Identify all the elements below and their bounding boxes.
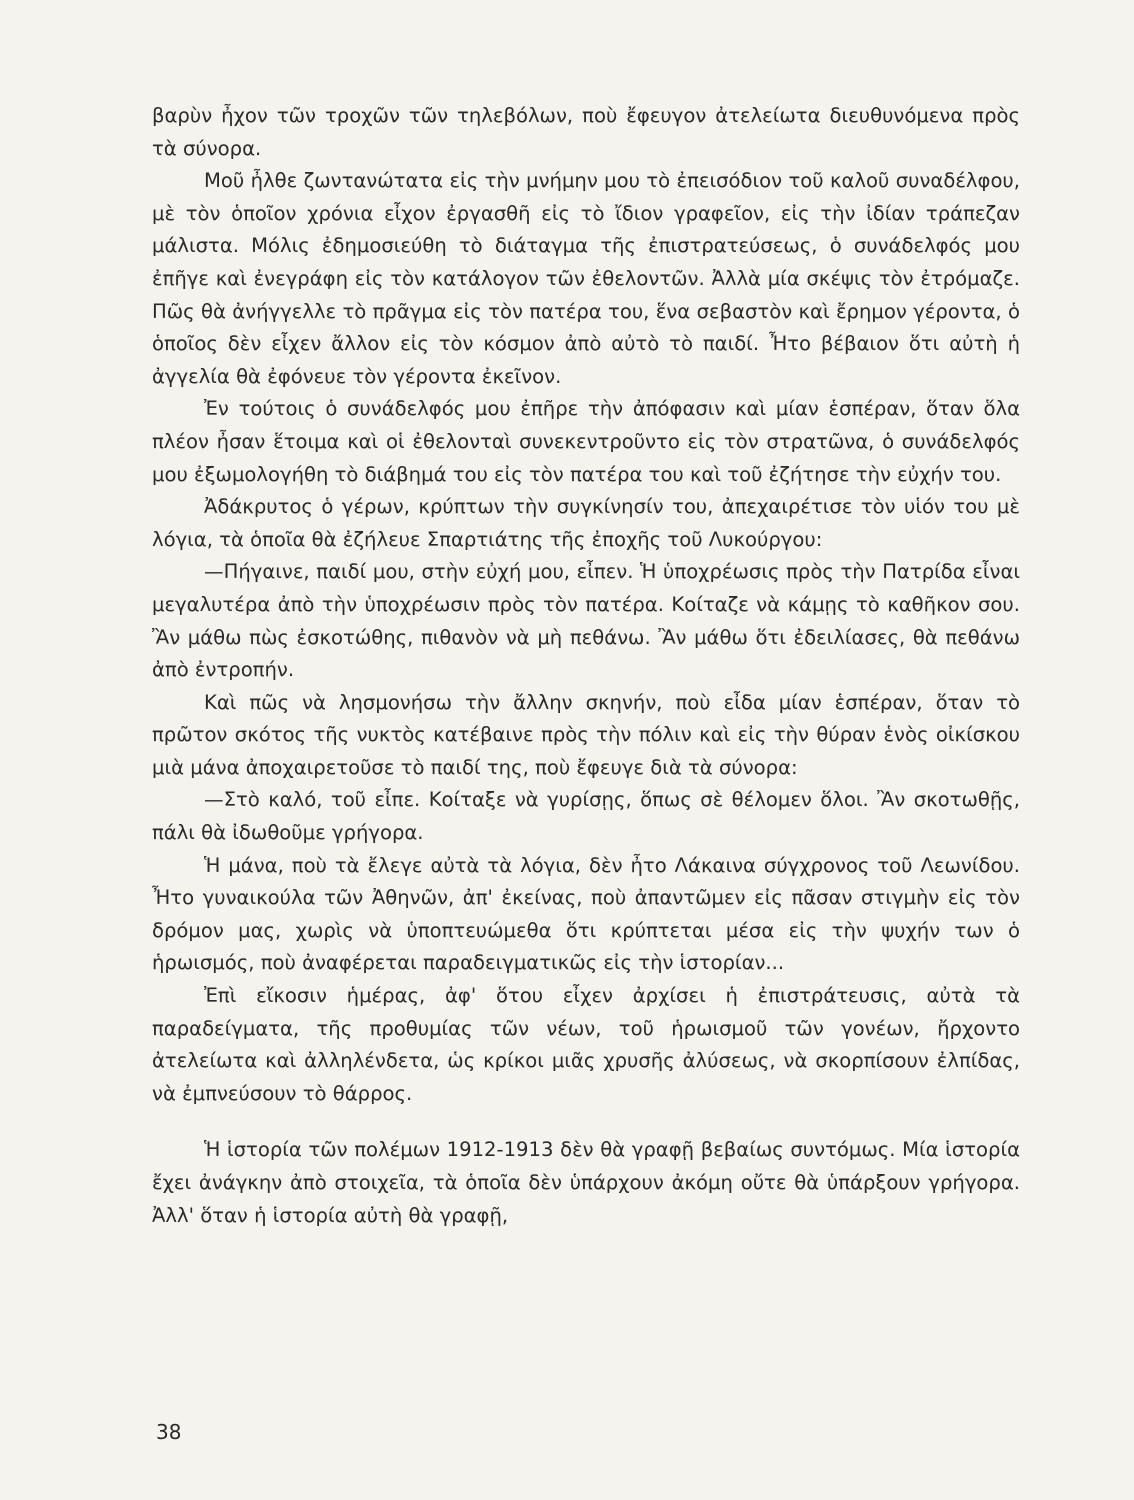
page-number: 38 [156, 1420, 182, 1444]
paragraph: —Πήγαινε, παιδί μου, στὴν εὐχή μου, εἶπεν. Ἡ ὑποχρέωσις πρὸς τὴν Πατρίδα εἶναι μεγαλυτέρα ἀπὸ τὴν ὑποχρέωσιν πρὸς τὸν πατέρα. Κοίταζε νὰ κάμῃς τὸ καθῆκον σου. Ἂν μάθω πὼς ἐσκοτώθης, πιθανὸν νὰ μὴ πεθάνω. Ἂν μάθω ὅτι ἐδειλίασες, θὰ πεθάνω ἀπὸ ἐντροπήν. [152, 560, 1020, 682]
paragraph: Ἐπὶ εἴκοσιν ἡμέρας, ἀφ' ὅτου εἶχεν ἀρχίσει ἡ ἐπιστράτευσις, αὐτὰ τὰ παραδείγματα, τῆς προθυμίας τῶν νέων, τοῦ ἡρωισμοῦ τῶν γονέων, ἤρχοντο ἀτελείωτα καὶ ἀλληλένδετα, ὡς κρίκοι μιᾶς χρυσῆς ἀλύσεως, νὰ σκορπίσουν ἐλπίδας, νὰ ἐμπνεύσουν τὸ θάρρος. [152, 984, 1020, 1105]
paragraph: βαρὺν ἦχον τῶν τροχῶν τῶν τηλεβόλων, ποὺ ἔφευγον ἀτελείωτα διευθυνόμενα πρὸς τὰ σύνορα. [152, 104, 1020, 160]
paragraph: Μοῦ ἦλθε ζωντανώτατα εἰς τὴν μνήμην μου τὸ ἐπεισόδιον τοῦ καλοῦ συναδέλφου, μὲ τὸν ὁποῖον χρόνια εἶχον ἐργασθῆ εἰς τὸ ἴδιον γραφεῖον, εἰς τὴν ἰδίαν τράπεζαν μάλιστα. Μόλις ἐδημοσιεύθη τὸ διάταγμα τῆς ἐπιστρατεύσεως, ὁ συνάδελφός μου ἐπῆγε καὶ ἐνεγράφη εἰς τὸν κατάλογον τῶν ἐθελοντῶν. Ἀλλὰ μία σκέψις τὸν ἐτρόμαζε. Πῶς θὰ ἀνήγγελλε τὸ πρᾶγμα εἰς τὸν πατέρα του, ἕνα σεβαστὸν καὶ ἔρημον γέροντα, ὁ ὁποῖος δὲν εἶχεν ἄλλον εἰς τὸν κόσμον ἀπὸ αὐτὸ τὸ παιδί. Ἦτο βέβαιον ὅτι αὐτὴ ἡ ἀγγελία θὰ ἐφόνευε τὸν γέροντα ἐκεῖνον. [152, 169, 1020, 388]
paragraph: Ἀδάκρυτος ὁ γέρων, κρύπτων τὴν συγκίνησίν του, ἀπεχαιρέτισε τὸν υἱόν του μὲ λόγια, τὰ ὁποῖα θὰ ἐζήλευε Σπαρτιάτης τῆς ἐποχῆς τοῦ Λυκούργου: [152, 495, 1020, 551]
body-text [152, 100, 1020, 1232]
paragraph: Ἡ μάνα, ποὺ τὰ ἔλεγε αὐτὰ τὰ λόγια, δὲν ἦτο Λάκαινα σύγχρονος τοῦ Λεωνίδου. Ἦτο γυναικούλα τῶν Ἀθηνῶν, ἀπ' ἐκείνας, ποὺ ἀπαντῶμεν εἰς πᾶσαν στιγμὴν εἰς τὸν δρόμον μας, χωρὶς νὰ ὑποπτευώμεθα ὅτι κρύπτεται μέσα εἰς τὴν ψυχήν των ὁ ἡρωισμός, ποὺ ἀναφέρεται παραδειγματικῶς εἰς τὴν ἱστορίαν... [152, 853, 1020, 975]
paragraph: Ἐν τούτοις ὁ συνάδελφός μου ἐπῆρε τὴν ἀπόφασιν καὶ μίαν ἑσπέραν, ὅταν ὅλα πλέον ἦσαν ἕτοιμα καὶ οἱ ἐθελονταὶ συνεκεντροῦντο εἰς τὸν στρατῶνα, ὁ συνάδελφός μου ἐξωμολογήθη τὸ διάβημά του εἰς τὸν πατέρα του καὶ τοῦ ἐζήτησε τὴν εὐχήν του. [152, 397, 1020, 486]
paragraph: Καὶ πῶς νὰ λησμονήσω τὴν ἄλλην σκηνήν, ποὺ εἶδα μίαν ἑσπέραν, ὅταν τὸ πρῶτον σκότος τῆς νυκτὸς κατέβαινε πρὸς τὴν πόλιν καὶ εἰς τὴν θύραν ἑνὸς οἰκίσκου μιὰ μάνα ἀποχαιρετοῦσε τὸ παιδί της, ποὺ ἔφευγε διὰ τὰ σύνορα: [152, 690, 1020, 779]
paragraph: —Στὸ καλό, τοῦ εἶπε. Κοίταξε νὰ γυρίσῃς, ὅπως σὲ θέλομεν ὅλοι. Ἂν σκοτωθῇς, πάλι θὰ ἰδωθοῦμε γρήγορα. [152, 788, 1020, 845]
paragraph: Ἡ ἱστορία τῶν πολέμων 1912-1913 δὲν θὰ γραφῇ βεβαίως συντόμως. Μία ἱστορία ἔχει ἀνάγκην ἀπὸ στοιχεῖα, τὰ ὁποῖα δὲν ὑπάρχουν ἀκόμη οὔτε θὰ ὑπάρξουν γρήγορα. Ἀλλ' ὅταν ἡ ἱστορία αὐτὴ θὰ γραφῇ, [152, 1138, 1020, 1227]
